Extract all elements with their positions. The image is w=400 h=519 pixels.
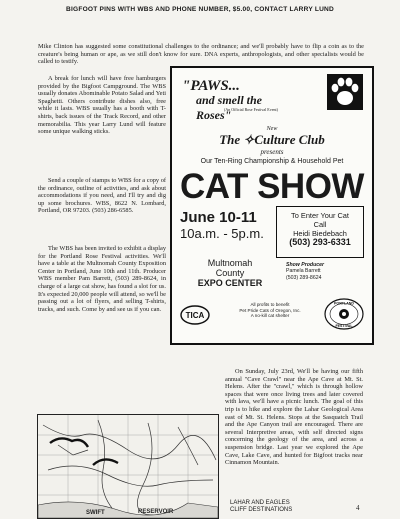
page-header: BIGFOOT PINS WITH WBS AND PHONE NUMBER, $5.00, CONTACT LARRY LUND (66, 6, 334, 13)
paws-line1: "PAWS... (182, 78, 240, 94)
producer-label: Show Producer (286, 262, 325, 268)
entry-line1: To Enter Your Cat (291, 211, 349, 220)
entry-phone: (503) 293-6331 (289, 237, 351, 247)
paws-subtitle: (An Official Rose Festival Event) (224, 107, 278, 112)
profits-note (222, 302, 318, 319)
entry-line2: Call (313, 220, 327, 229)
map-graphic (38, 415, 218, 518)
new-label: New (266, 126, 278, 132)
entry-name: Heidi Biedebach (293, 229, 347, 238)
lahar-line1: LAHAR AND EAGLES (230, 500, 290, 506)
cave-crawl-paragraph: On Sunday, July 23rd, We'll be having our fifth annual "Cave Crawl" near the Ape Cave at Mt. St. Helens. After the "crawl," which is through hollow spaces that were once living trees and later covered with lava, we'll have a picnic lunch. The goal of this trip is to hike and explore the Lahar Geological Area east of Mt. St. Helens. Stops at the Sasquatch Trail and the Ape Canyon trail are encouraged. There are several Interpretive areas, with self directed signs concerning the geology of the area, and across a suspension bridge. Last year we explored the Ape Cave, Lake Cave, and hunted for Bigfoot tracks near Cinnamon Mountain. (225, 368, 363, 467)
area-map (37, 414, 219, 519)
entry-info-box (276, 206, 364, 258)
tica-text: TICA (185, 311, 205, 320)
show-times: 10a.m. - 5p.m. (180, 226, 264, 241)
tica-logo (180, 305, 210, 325)
profits-line2: Pet Pride Cats of Oregon, Inc. (239, 307, 301, 313)
lunch-paragraph: A break for lunch will have free hamburgers provided by the Bigfoot Campground. The WBS usually donates Abominable Potato Salad and Yeti Spaghetti. Others contribute dishes also, free while it lasts. WBS usually has a booth with T-shirts, back issues of the Track Record, and other memorabilia. This year Larry Lund will feature some unique walking sticks. (38, 75, 166, 136)
profits-line3: A no-kill cat shelter (250, 313, 290, 319)
lahar-line2: CLIFF DESTINATIONS (230, 507, 293, 513)
producer-phone: (503) 289-8624 (286, 274, 322, 281)
paws-line2: and smell the Roses" (196, 93, 263, 122)
venue-block (180, 258, 280, 288)
venue-line2: County (215, 268, 245, 278)
producer-block (286, 262, 370, 281)
paw-print-icon (327, 74, 363, 110)
paws-slogan (182, 78, 292, 122)
cat-show-ad (170, 66, 374, 345)
rose-festival-paragraph: The WBS has been invited to exhibit a display for the Portland Rose Festival activities. We'll have a table at the Multnomah County Exposition Center in Portland, June 10th and 11th. Producer WBS member Pam Barrett, (503) 289-8624, in charge of a large cat show, has found a slot for us. It's expected 20,000 people will attend, so we'll be passing out a lot of flyers, and selling T-shirts, tracks, and such. Come by and see us if you can. (38, 245, 166, 313)
venue-line3: EXPO CENTER (197, 278, 263, 288)
championship-line: Our Ten-Ring Championship & Household Pet (200, 158, 344, 165)
ordinance-paragraph: Send a couple of stamps to WBS for a copy of the ordinance, outline of activities, and ask about accommodations if you need, and I'll try and dig up some brochures. WBS, 8622 N. Lombard, Portland, OR 97203. (503) 286-6585. (38, 177, 166, 215)
map-label-reservoir: RESERVOIR (138, 509, 174, 515)
badge-top-text: PORTLAND (334, 301, 354, 306)
map-label-swift: SWIFT (86, 510, 105, 516)
show-dates: June 10-11 (180, 209, 257, 226)
page-number: 4 (356, 504, 360, 512)
producer-name: Pamela Barrett (286, 268, 321, 275)
lahar-caption (230, 500, 292, 514)
intro-paragraph: Mike Clinton has suggested some constitutional challenges to the ordinance; and we'll probably have to flip a coin as to the creature's being human or ape, as we still don't know for sure. DNA experts, anthropologists, and other specialists would be called to testify. (38, 43, 364, 66)
cat-show-title: CAT SHOW (180, 167, 364, 206)
culture-club-name: The ✧Culture Club (219, 132, 325, 147)
profits-line1: All profits to benefit (250, 302, 290, 307)
rose-festival-badge (324, 298, 364, 330)
badge-bottom-text: FESTIVAL (335, 324, 353, 328)
presents-label: presents (260, 148, 284, 156)
venue-line1: Multnomah (207, 258, 253, 268)
